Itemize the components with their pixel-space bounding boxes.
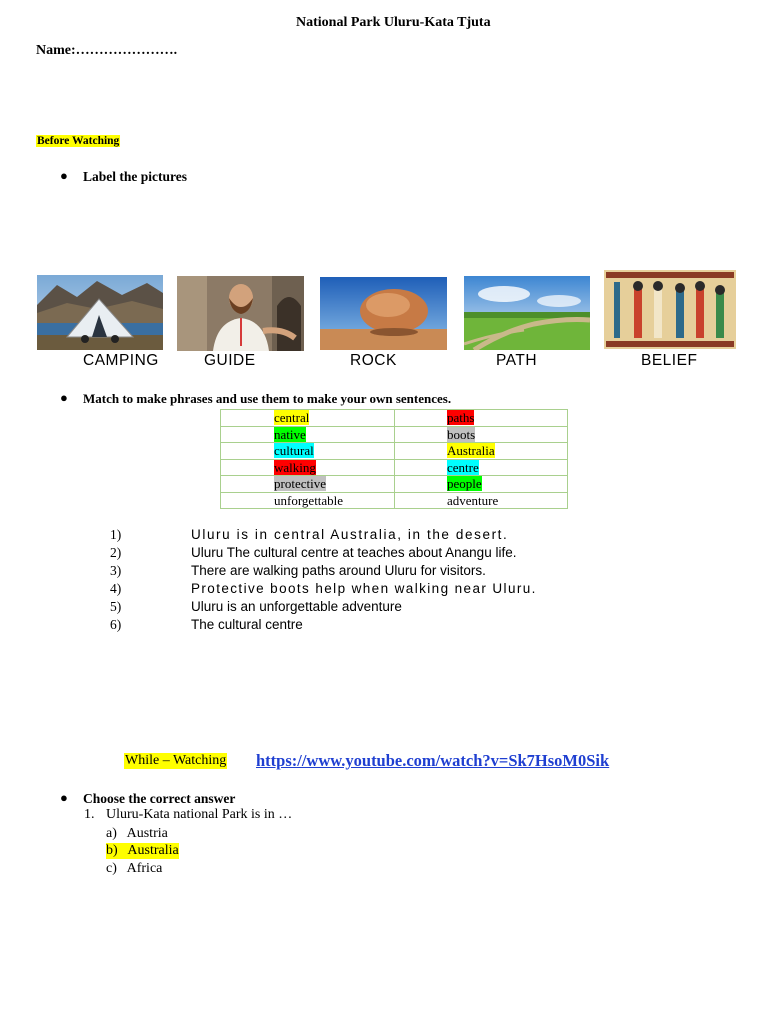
label-guide: GUIDE <box>204 352 256 369</box>
table-cell <box>395 426 568 443</box>
bullet-icon: ● <box>60 168 68 183</box>
rock-picture <box>320 277 447 350</box>
table-cell <box>221 426 395 443</box>
path-picture <box>464 276 590 350</box>
while-watching-heading: While – Watching <box>125 753 227 768</box>
match-word: central <box>274 410 310 426</box>
match-word: boots <box>447 426 476 442</box>
match-word: people <box>447 476 482 492</box>
task-label-pictures: Label the pictures <box>83 169 187 184</box>
answer-option[interactable] <box>106 826 168 842</box>
match-word: adventure <box>447 492 499 508</box>
match-table <box>220 409 568 509</box>
match-word: cultural <box>274 443 314 459</box>
table-cell <box>395 476 568 493</box>
table-row <box>221 410 568 427</box>
match-word: Australia <box>447 443 495 459</box>
table-cell <box>221 476 395 493</box>
sentence-text[interactable]: Protective boots help when walking near Uluru. <box>191 581 537 596</box>
sentence-text[interactable]: Uluru is in central Australia, in the desert. <box>191 527 509 542</box>
match-word: unforgettable <box>274 492 344 508</box>
before-watching-heading: Before Watching <box>37 135 120 147</box>
list-number: 3) <box>110 563 122 578</box>
answer-option[interactable] <box>106 861 162 877</box>
guide-picture <box>177 276 304 351</box>
sentence-text[interactable]: The cultural centre <box>191 617 303 632</box>
option-text: Africa <box>126 861 163 876</box>
table-row <box>221 459 568 476</box>
sentence-text[interactable]: There are walking paths around Uluru for visitors. <box>191 563 486 578</box>
table-cell <box>395 492 568 509</box>
match-word: walking <box>274 459 316 475</box>
name-field[interactable]: Name:…………………. <box>36 43 178 58</box>
bullet-icon: ● <box>60 790 68 805</box>
label-rock: ROCK <box>350 352 397 369</box>
match-word: native <box>274 426 306 442</box>
option-letter: a) <box>106 826 117 841</box>
list-number: 5) <box>110 599 122 614</box>
table-cell <box>221 410 395 427</box>
page-title: National Park Uluru-Kata Tjuta <box>296 15 491 30</box>
task-label-match: Match to make phrases and use them to make your own sentences. <box>83 391 452 406</box>
answer-option-selected[interactable] <box>106 843 179 859</box>
match-word: paths <box>447 410 475 426</box>
label-camping: CAMPING <box>83 352 159 369</box>
option-letter: b) <box>106 843 118 858</box>
camping-picture <box>37 275 163 350</box>
belief-picture <box>604 270 736 349</box>
task-label-choose: Choose the correct answer <box>83 791 236 806</box>
table-cell <box>221 459 395 476</box>
table-row <box>221 443 568 460</box>
table-cell <box>221 443 395 460</box>
list-number: 1) <box>110 527 122 542</box>
option-letter: c) <box>106 861 117 876</box>
table-cell <box>395 443 568 460</box>
table-cell <box>221 492 395 509</box>
table-row <box>221 492 568 509</box>
question-number: 1. <box>84 807 95 822</box>
list-number: 6) <box>110 617 122 632</box>
list-number: 4) <box>110 581 122 596</box>
sentence-text[interactable]: Uluru is an unforgettable adventure <box>191 599 402 614</box>
label-path: PATH <box>496 352 538 369</box>
sentence-text[interactable]: Uluru The cultural centre at teaches about Anangu life. <box>191 545 517 560</box>
bullet-icon: ● <box>60 390 68 405</box>
match-word: protective <box>274 476 326 492</box>
table-row <box>221 476 568 493</box>
option-text: Austria <box>126 826 168 841</box>
video-link[interactable]: https://www.youtube.com/watch?v=Sk7HsoM0Sik <box>256 751 610 770</box>
list-number: 2) <box>110 545 122 560</box>
label-belief: BELIEF <box>641 352 698 369</box>
table-cell <box>395 459 568 476</box>
option-text: Australia <box>127 843 179 858</box>
table-cell <box>395 410 568 427</box>
table-row <box>221 426 568 443</box>
match-word: centre <box>447 459 479 475</box>
question-text: Uluru-Kata national Park is in … <box>106 807 293 822</box>
